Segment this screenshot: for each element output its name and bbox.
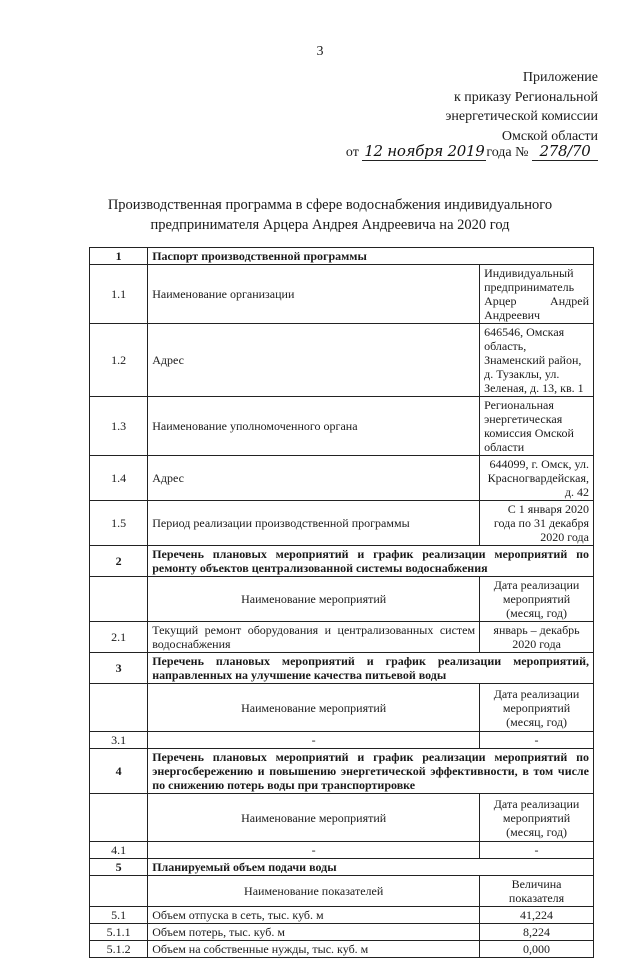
table-row	[90, 324, 594, 397]
appendix-line-1: Приложение	[522, 70, 598, 85]
row-value: 0,000	[480, 941, 594, 958]
row-number: 5.1	[90, 907, 148, 924]
row-name: Объем на собственные нужды, тыс. куб. м	[148, 941, 480, 958]
appendix-line-3: энергетической комиссии	[445, 109, 598, 124]
row-label: Адрес	[148, 456, 480, 501]
appendix-line-4: Омской области	[501, 128, 598, 144]
empty-cell	[90, 577, 148, 622]
title-line-1: Производственная программа в сфере водоснабжения индивидуального	[107, 197, 553, 213]
row-number: 2.1	[90, 622, 148, 653]
column-header-name: Наименование показателей	[148, 876, 480, 907]
row-number: 3.1	[90, 732, 148, 749]
row-value: 646546, Омская область, Знаменский район, д. Тузаклы, ул. Зеленая, д. 13, кв. 1	[480, 324, 594, 397]
table-row	[90, 501, 594, 546]
table-row	[90, 842, 594, 859]
column-header-date: Дата реализации мероприятий (месяц, год)	[480, 577, 594, 622]
section-title: Перечень плановых мероприятий и график реализации мероприятий по энергосбережению и повышению энергетической эффективности, в том числе по снижению потерь воды при транспортировке	[148, 749, 594, 794]
row-date: январь – декабрь 2020 года	[480, 622, 594, 653]
row-name: Объем отпуска в сеть, тыс. куб. м	[148, 907, 480, 924]
row-name: Объем потерь, тыс. куб. м	[148, 924, 480, 941]
table-row	[90, 622, 594, 653]
section-title: Паспорт производственной программы	[148, 248, 594, 265]
title-line-2: предпринимателя Арцера Андрея Андреевича на 2020 год	[150, 217, 510, 233]
row-value: 8,224	[480, 924, 594, 941]
page-number: 3	[316, 44, 324, 59]
row-label: Период реализации производственной программы	[148, 501, 480, 546]
appendix-block	[445, 68, 598, 146]
row-number: 1.1	[90, 265, 148, 324]
table-row	[90, 924, 594, 941]
table-row	[90, 732, 594, 749]
column-header-date: Дата реализации мероприятий (месяц, год)	[480, 684, 594, 732]
row-value: 644099, г. Омск, ул. Красногвардейская, д. 42	[480, 456, 594, 501]
row-name: Текущий ремонт оборудования и централизованных систем водоснабжения	[148, 622, 480, 653]
row-value: Региональная энергетическая комиссия Омской области	[480, 397, 594, 456]
section-header-row	[90, 859, 594, 876]
section-number: 3	[90, 653, 148, 684]
production-program-table	[89, 247, 594, 958]
row-number: 1.4	[90, 456, 148, 501]
section-number: 4	[90, 749, 148, 794]
section-title: Планируемый объем подачи воды	[148, 859, 594, 876]
row-label: Адрес	[148, 324, 480, 397]
table-row	[90, 397, 594, 456]
order-prefix: от	[345, 145, 359, 160]
table-row	[90, 456, 594, 501]
section-header-row	[90, 546, 594, 577]
row-number: 1.2	[90, 324, 148, 397]
row-label: Наименование организации	[148, 265, 480, 324]
section-number: 2	[90, 546, 148, 577]
order-date-handwritten: 12 ноября 2019	[364, 142, 485, 160]
column-header-row	[90, 794, 594, 842]
row-number: 5.1.1	[90, 924, 148, 941]
section-header-row	[90, 248, 594, 265]
appendix-line-2: к приказу Региональной	[453, 89, 598, 105]
row-date: -	[480, 842, 594, 859]
empty-cell	[90, 876, 148, 907]
column-header-date: Дата реализации мероприятий (месяц, год)	[480, 794, 594, 842]
table-row	[90, 265, 594, 324]
section-number: 1	[90, 248, 148, 265]
row-date: -	[480, 732, 594, 749]
order-date-line	[346, 142, 598, 161]
document-title	[60, 195, 600, 235]
column-header-value: Величина показателя	[480, 876, 594, 907]
order-number-label: года №	[486, 145, 529, 160]
empty-cell	[90, 684, 148, 732]
column-header-row	[90, 876, 594, 907]
row-number: 1.5	[90, 501, 148, 546]
column-header-name: Наименование мероприятий	[148, 577, 480, 622]
section-header-row	[90, 749, 594, 794]
row-number: 4.1	[90, 842, 148, 859]
row-number: 5.1.2	[90, 941, 148, 958]
section-number: 5	[90, 859, 148, 876]
row-number: 1.3	[90, 397, 148, 456]
column-header-name: Наименование мероприятий	[148, 684, 480, 732]
row-name: -	[148, 842, 480, 859]
section-title: Перечень плановых мероприятий и график реализации мероприятий, направленных на улучшение качества питьевой воды	[148, 653, 594, 684]
column-header-row	[90, 684, 594, 732]
row-name: -	[148, 732, 480, 749]
row-value: Индивидуальный предприниматель Арцер Андрей Андреевич	[480, 265, 594, 324]
table-row	[90, 941, 594, 958]
row-value: С 1 января 2020 года по 31 декабря 2020 года	[480, 501, 594, 546]
section-header-row	[90, 653, 594, 684]
empty-cell	[90, 794, 148, 842]
column-header-row	[90, 577, 594, 622]
column-header-name: Наименование мероприятий	[148, 794, 480, 842]
row-value: 41,224	[480, 907, 594, 924]
order-number-handwritten: 278/70	[532, 142, 598, 161]
section-title: Перечень плановых мероприятий и график реализации мероприятий по ремонту объектов централизованной системы водоснабжения	[148, 546, 594, 577]
row-label: Наименование уполномоченного органа	[148, 397, 480, 456]
table-row	[90, 907, 594, 924]
